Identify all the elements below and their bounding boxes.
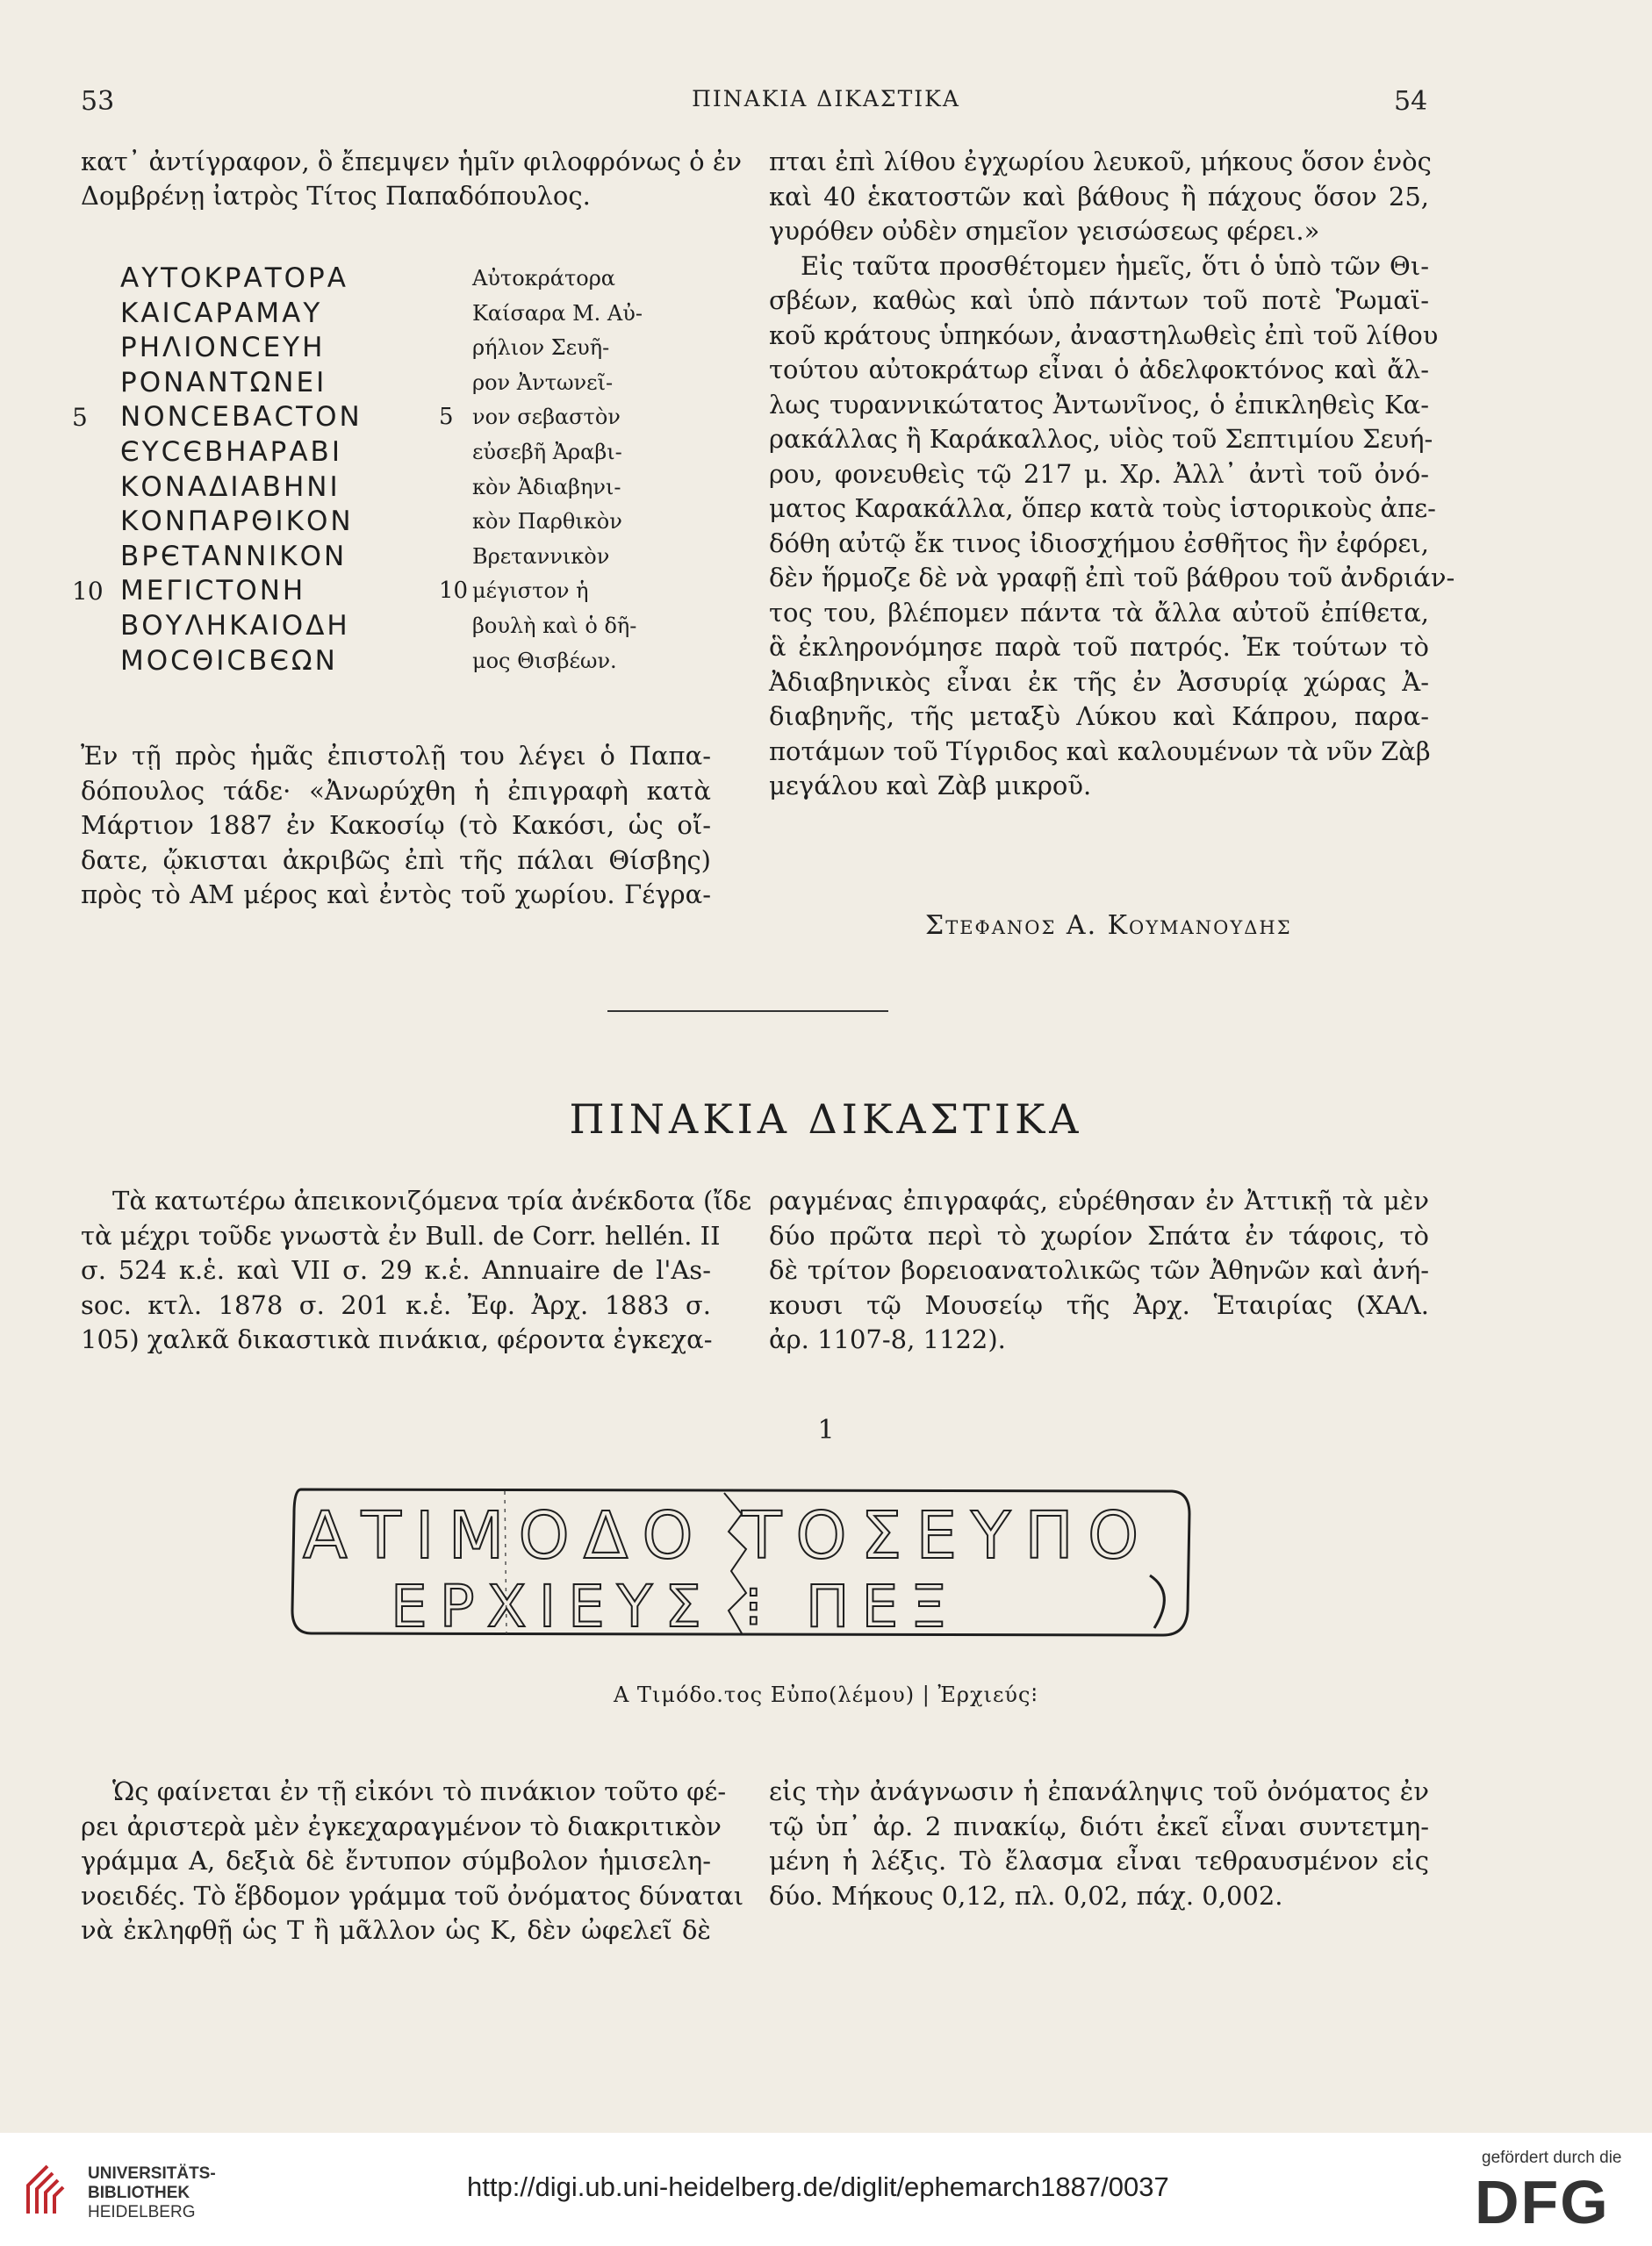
- library-name: [88, 2164, 216, 2222]
- library-line: BIBLIOTHEK: [88, 2184, 190, 2202]
- text-line: δατε, ᾤκισται ἀκριβῶς ἐπὶ τῆς πάλαι Θίσβης): [81, 844, 711, 875]
- transcription-text: ρον Ἀντωνεῖ-: [472, 370, 614, 395]
- inscription-block: [72, 262, 722, 678]
- transcription-text: μος Θισβέων.: [472, 648, 617, 673]
- text-line: Μάρτιον 1887 ἐν Κακοσίῳ (τὸ Κακόσι, ὡς οἴ-: [81, 810, 711, 840]
- university-logo-icon: [23, 2159, 77, 2221]
- text-line: ἀρ. 1107-8, 1122).: [769, 1324, 1006, 1354]
- section-right-column: [769, 1184, 1429, 1358]
- text-line: Ἀδιαβηνικὸς εἶναι ἐκ τῆς ἐν Ἀσσυρίᾳ χώρας Ἀ-: [769, 666, 1429, 697]
- inscription-row: [72, 505, 722, 540]
- text-line: γυρόθεν οὐδὲν σημεῖον γεισώσεως φέρει.»: [769, 216, 1320, 246]
- text-line: πρὸς τὸ ΑΜ μέρος καὶ ἐντὸς τοῦ χωρίου. Γέγρα-: [81, 879, 711, 909]
- line-number: 5: [72, 403, 88, 433]
- inscription-row: [72, 470, 722, 506]
- section-divider: [607, 1010, 888, 1012]
- permalink-url[interactable]: http://digi.ub.uni-heidelberg.de/diglit/ephemarch1887/0037: [467, 2171, 1169, 2202]
- plate-line-2: ΕΡΧΙΕΥΣ ⁝ ΠΕΞ: [391, 1573, 959, 1640]
- inscription-row: [72, 644, 722, 679]
- text-line: τῷ ὑπ᾽ ἀρ. 2 πινακίῳ, διότι ἐκεῖ εἶναι συντετμη-: [769, 1811, 1429, 1841]
- bottom-left-column: [81, 1775, 744, 1948]
- inscription-text: ΡΟΝΑΝΤΩΝΕΙ: [120, 366, 327, 398]
- text-line: σβέων, καθὼς καὶ ὑπὸ πάντων τοῦ ποτὲ Ῥωμαϊ-: [769, 285, 1429, 315]
- inscription-text: ΜΟϹΘΙϹΒЄΩΝ: [120, 644, 338, 677]
- plate-line-1: ΑΤΙΜΟΔΟ ΤΟΣΕΥΠΟ: [303, 1498, 1153, 1574]
- text-line: γράμμα Α, δεξιὰ δὲ ἔντυπον σύμβολον ἡμισελη-: [81, 1846, 711, 1876]
- transcription-text: νον σεβαστὸν: [472, 405, 621, 430]
- text-line: 105) χαλκᾶ δικαστικὰ πινάκια, φέροντα ἐγκεχα-: [81, 1324, 713, 1354]
- text-line: εἰς τὴν ἀνάγνωσιν ἡ ἐπανάληψις τοῦ ὀνόματος ἐν: [769, 1776, 1429, 1806]
- author-signature: Στεφανος Α. Κουμανουδης: [925, 910, 1292, 941]
- transcription-text: Καίσαρα Μ. Αὐ-: [472, 300, 643, 326]
- text-line: κατ᾽ ἀντίγραφον, ὃ ἔπεμψεν ἡμῖν φιλοφρόνως ὁ ἐν: [81, 147, 743, 176]
- inscription-row: [72, 400, 722, 435]
- text-line: soc. κτλ. 1878 σ. 201 κ.ἑ. Ἐφ. Ἀρχ. 1883 σ.: [81, 1289, 711, 1320]
- text-line: σ. 524 κ.ἑ. καὶ VII σ. 29 κ.ἑ. Annuaire de l'As-: [81, 1255, 711, 1285]
- page-number-left: 53: [81, 86, 115, 117]
- inscription-text: ΜΕΓΙϹΤΟΝΗ: [120, 575, 306, 607]
- transcription-text: Βρεταννικὸν: [472, 543, 610, 569]
- inscription-text: ЄΥϹЄΒΗΑΡΑΒΙ: [120, 435, 342, 468]
- text-line: δὲν ἥρμοζε δὲ νὰ γραφῇ ἐπὶ τοῦ βάθρου τοῦ ἀνδριάν-: [769, 563, 1455, 592]
- bronze-plate-drawing: [285, 1479, 1203, 1646]
- section-title: ΠΙΝΑΚΙΑ ΔΙΚΑΣΤΙΚΑ: [569, 1095, 1083, 1143]
- text-line: δόπουλος τάδε· «Ἀνωρύχθη ἡ ἐπιγραφὴ κατὰ: [81, 775, 711, 806]
- inscription-text: ΚΑΙϹΑΡΑΜΑΥ: [120, 297, 323, 329]
- transcription-line-number: 5: [439, 404, 454, 431]
- inscription-text: ΡΗΛΙΟΝϹΕΥΗ: [120, 332, 326, 364]
- text-line: ποτάμων τοῦ Τίγριδος καὶ καλουμένων τὰ νῦν Ζὰβ: [769, 736, 1431, 766]
- section-left-column: [81, 1184, 752, 1358]
- text-line: δὲ τρίτον βορειοανατολικῶς τῶν Ἀθηνῶν καὶ ἀνή-: [769, 1255, 1429, 1285]
- footer-bar: [0, 2133, 1652, 2246]
- dfg-logo: DFG: [1475, 2168, 1610, 2236]
- inscription-text: ΒΡЄΤΑΝΝΙΚΟΝ: [120, 540, 348, 572]
- inscription-text: ΑΥΤΟΚΡΑΤΟΡΑ: [120, 262, 348, 294]
- transcription-text: εὐσεβῆ Ἀραβι-: [472, 439, 622, 464]
- transcription-text: μέγιστον ἡ: [472, 578, 589, 604]
- inscription-row: [72, 540, 722, 575]
- transcription-text: κὸν Ἀδιαβηνι-: [472, 474, 621, 499]
- left-intro: [81, 145, 743, 213]
- text-line: ραγμένας ἐπιγραφάς, εὑρέθησαν ἐν Ἀττικῇ τὰ μὲν: [769, 1186, 1429, 1216]
- text-line: δύο πρῶτα περὶ τὸ χωρίον Σπάτα ἐν τάφοις, τὸ: [769, 1220, 1429, 1251]
- inscription-row: [72, 297, 722, 332]
- inscription-row: [72, 609, 722, 644]
- funding-note: gefördert durch die: [1482, 2149, 1622, 2167]
- library-line: UNIVERSITÄTS-: [88, 2164, 216, 2183]
- text-line: ρου, φονευθεὶς τῷ 217 μ. Χρ. Ἀλλ᾽ ἀντὶ τοῦ ὀνό-: [769, 458, 1429, 489]
- text-line: λως τυραννικώτατος Ἀντωνῖνος, ὁ ἐπικληθεὶς Κα-: [769, 389, 1429, 420]
- figure-caption: Α Τιμόδο.τος Εὐπο(λέμου) | Ἐρχιεύς⁝: [613, 1683, 1039, 1707]
- inscription-text: ΒΟΥΛΗΚΑΙΟΔΗ: [120, 609, 350, 642]
- inscription-text: ΝΟΝϹΕΒΑϹΤΟΝ: [120, 401, 363, 434]
- text-line: πται ἐπὶ λίθου ἐγχωρίου λευκοῦ, μήκους ὅσον ἑνὸς: [769, 147, 1432, 176]
- text-line: Εἰς ταῦτα προσθέτομεν ἡμεῖς, ὅτι ὁ ὑπὸ τῶν Θι-: [801, 250, 1429, 281]
- text-line: τούτου αὐτοκράτωρ εἶναι ὁ ἀδελφοκτόνος καὶ ἄλ-: [769, 355, 1429, 384]
- text-line: δόθη αὐτῷ ἔκ τινος ἰδιοσχήμου ἐσθῆτος ἣν ἐφόρει,: [769, 527, 1429, 558]
- half-moon-stamp: [1150, 1575, 1164, 1628]
- inscription-row: [72, 366, 722, 401]
- text-line: νὰ ἐκληφθῇ ὡς Τ ἢ μᾶλλον ὡς Κ, δὲν ὠφελεῖ δὲ: [81, 1915, 711, 1945]
- text-line: ἃ ἐκληρονόμησε παρὰ τοῦ πατρός. Ἐκ τούτων τὸ: [769, 632, 1429, 662]
- text-line: τὰ μέχρι τοῦδε γνωστὰ ἐν Bull. de Corr. hellén. II: [81, 1220, 721, 1251]
- inscription-text: ΚΟΝΠΑΡΘΙΚΟΝ: [120, 506, 354, 538]
- inscription-row: [72, 435, 722, 470]
- page-number-right: 54: [1394, 86, 1428, 117]
- text-line: Δομβρένῃ ἰατρὸς Τίτος Παπαδόπουλος.: [81, 181, 591, 211]
- text-line: ματος Καρακάλλα, ὅπερ κατὰ τοὺς ἱστορικοὺς ἀπε-: [769, 493, 1436, 523]
- text-line: κουσι τῷ Μουσείῳ τῆς Ἀρχ. Ἑταιρίας (ΧΑΛ.: [769, 1289, 1429, 1320]
- transcription-text: ρήλιον Σευῆ-: [472, 335, 610, 361]
- text-line: Τὰ κατωτέρω ἀπεικονιζόμενα τρία ἀνέκδοτα (ἴδε: [112, 1186, 752, 1216]
- line-number: 10: [72, 577, 104, 606]
- transcription-text: βουλὴ καὶ ὁ δῆ-: [472, 613, 637, 638]
- inscription-row: [72, 331, 722, 366]
- bottom-right-column: [769, 1775, 1429, 1913]
- text-line: μένη ἡ λέξις. Τὸ ἔλασμα εἶναι τεθραυσμένον εἰς: [769, 1846, 1429, 1876]
- text-line: ρακάλλας ἢ Καράκαλλος, υἱὸς τοῦ Σεπτιμίου Σευή-: [769, 424, 1433, 454]
- text-line: καὶ 40 ἑκατοστῶν καὶ βάθους ἢ πάχους ὅσον 25,: [769, 181, 1429, 212]
- text-line: ρει ἀριστερὰ μὲν ἐγκεχαραγμένον τὸ διακριτικὸν: [81, 1811, 722, 1841]
- text-line: διαβηνῆς, τῆς μεταξὺ Λύκου καὶ Κάπρου, παρα-: [769, 701, 1429, 731]
- text-line: δύο. Μήκους 0,12, πλ. 0,02, πάχ. 0,002.: [769, 1880, 1283, 1911]
- text-line: νοειδές. Τὸ ἕβδομον γράμμα τοῦ ὀνόματος δύναται: [81, 1880, 744, 1911]
- running-title: ΠΙΝΑΚΙΑ ΔΙΚΑΣΤΙΚΑ: [692, 86, 960, 111]
- library-line: HEIDELBERG: [88, 2203, 196, 2221]
- inscription-row: [72, 574, 722, 609]
- transcription-line-number: 10: [439, 578, 469, 605]
- figure-number: 1: [817, 1415, 835, 1446]
- text-line: Ὡς φαίνεται ἐν τῇ εἰκόνι τὸ πινάκιον τοῦτο φέ-: [112, 1776, 727, 1806]
- text-line: κοῦ κράτους ὑπηκόων, ἀναστηλωθεὶς ἐπὶ τοῦ λίθου: [769, 319, 1439, 350]
- inscription-row: [72, 262, 722, 297]
- text-line: μεγάλου καὶ Ζὰβ μικροῦ.: [769, 771, 1092, 800]
- text-line: Ἐν τῇ πρὸς ἡμᾶς ἐπιστολῇ του λέγει ὁ Παπα-: [81, 741, 711, 771]
- transcription-text: κὸν Παρθικὸν: [472, 509, 622, 535]
- inscription-text: ΚΟΝΑΔΙΑΒΗΝΙ: [120, 470, 341, 503]
- left-paragraph: [81, 739, 711, 913]
- text-line: τος του, βλέπομεν πάντα τὰ ἄλλα αὐτοῦ ἐπίθετα,: [769, 597, 1429, 628]
- transcription-text: Αὐτοκράτορα: [472, 266, 616, 291]
- right-column: [769, 145, 1455, 804]
